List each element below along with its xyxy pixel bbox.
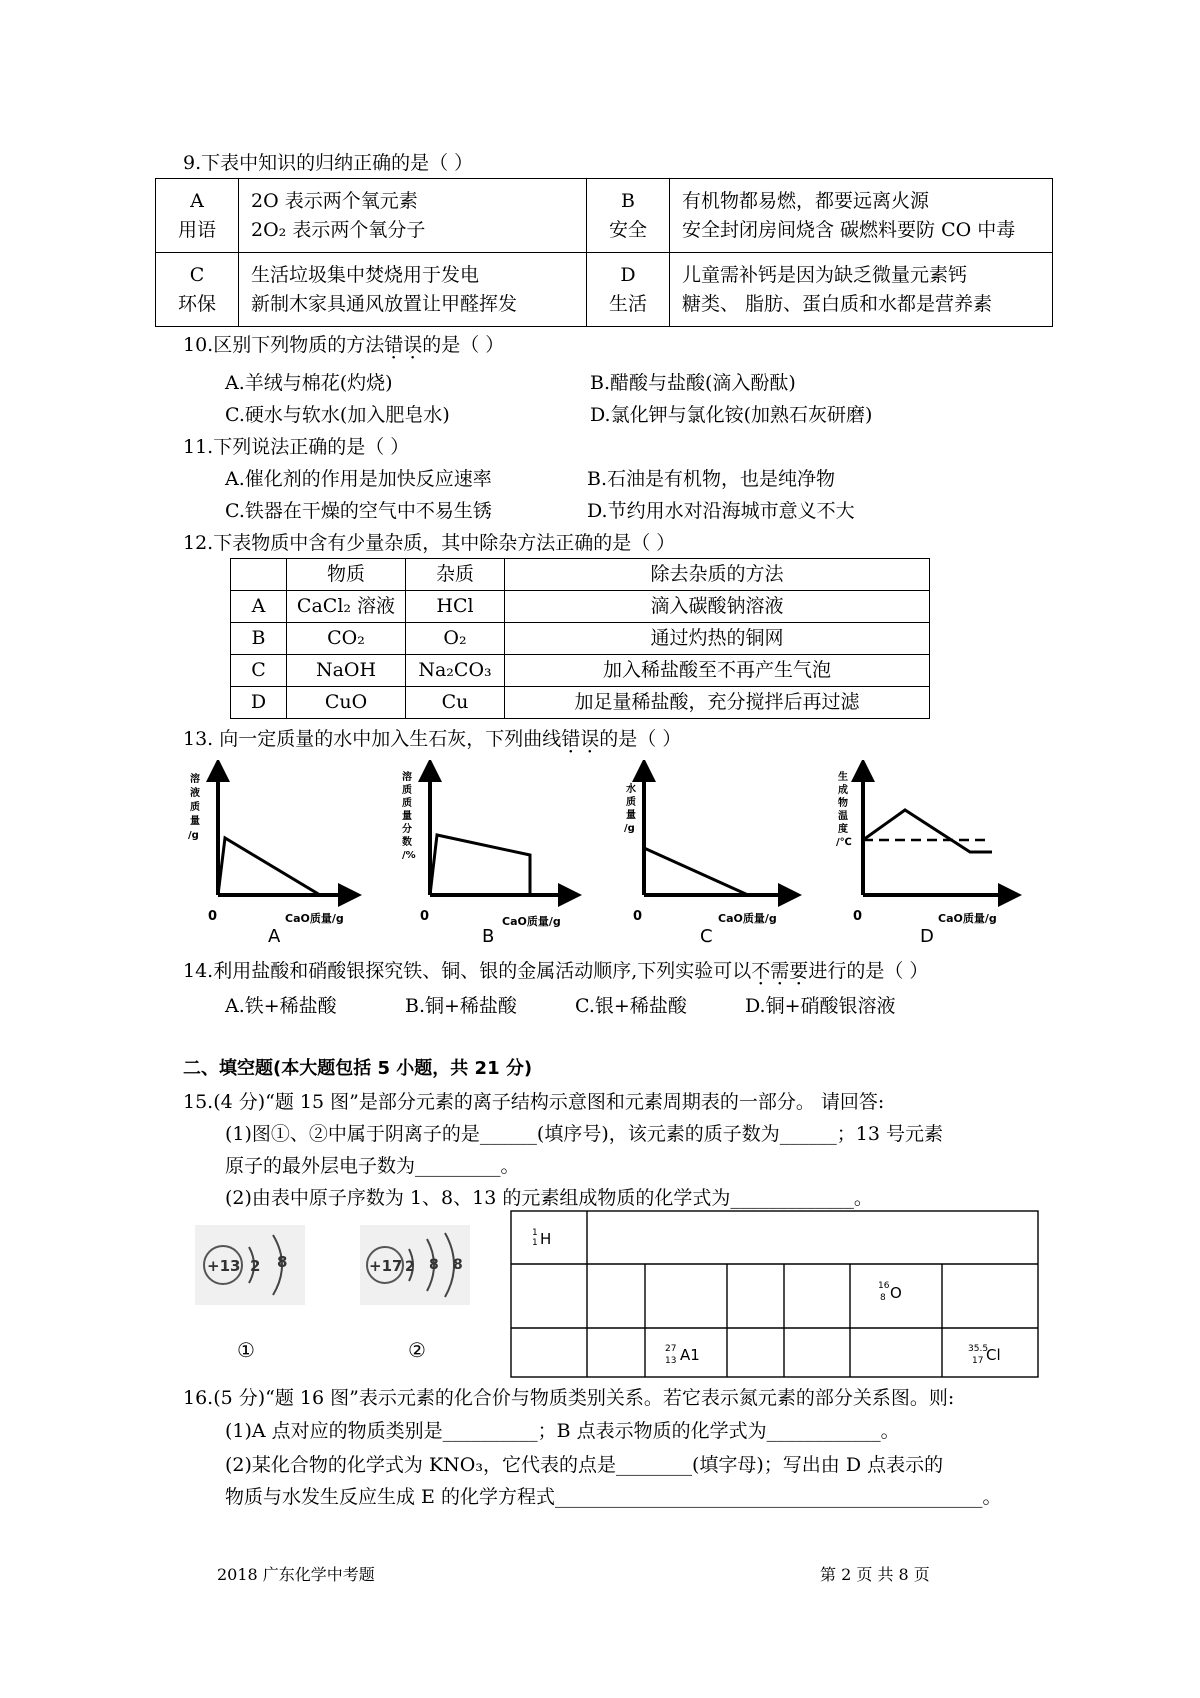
svg-text:8: 8 — [453, 1257, 463, 1273]
q9-cell-a-label: A 用语 — [156, 179, 239, 253]
q10-option-d: D.氯化钾与氯化铵(加熟石灰研磨) — [590, 404, 873, 426]
svg-text:8: 8 — [429, 1257, 439, 1273]
q12-header-row: 物质 杂质 除去杂质的方法 — [231, 559, 930, 591]
graph-origin: 0 — [853, 909, 863, 924]
q9-cell-c-text: 生活垃圾集中焚烧用于发电 新制木家具通风放置让甲醛挥发 — [239, 253, 587, 327]
q16-part2a: (2)某化合物的化学式为 KNO₃，它代表的点是________(填字母)；写出由 D 点表示的 — [225, 1454, 944, 1476]
svg-text:8: 8 — [880, 1293, 886, 1303]
q13-graph-c — [624, 770, 790, 947]
graph-xlabel: CaO质量/g — [938, 912, 997, 925]
ion-label-1: ① — [237, 1338, 255, 1362]
q14-option-b: B.铜+稀盐酸 — [405, 995, 517, 1017]
graph-letter: B — [482, 926, 495, 947]
element-cl — [968, 1344, 1001, 1366]
q11-option-a: A.催化剂的作用是加快反应速率 — [225, 468, 492, 490]
graph-origin: 0 — [420, 909, 430, 924]
ion-diagram-2 — [360, 1225, 470, 1362]
q9-table — [155, 178, 1053, 327]
ion-label-2: ② — [408, 1338, 426, 1362]
q9-cell-c-label: C 环保 — [156, 253, 239, 327]
table-row: C NaOH Na₂CO₃ 加入稀盐酸至不再产生气泡 — [231, 655, 930, 687]
element-al — [665, 1344, 700, 1366]
footer-title: 2018 广东化学中考题 — [217, 1565, 375, 1584]
q15-part1b: 原子的最外层电子数为_________。 — [225, 1155, 520, 1177]
graph-xlabel: CaO质量/g — [502, 915, 561, 928]
ion-diagram-1 — [195, 1225, 305, 1362]
graph-ylabel: 生成物温度/℃ — [836, 772, 852, 848]
q14-option-a: A.铁+稀盐酸 — [225, 995, 337, 1017]
graph-xlabel: CaO质量/g — [718, 912, 777, 925]
svg-text:H: H — [540, 1230, 552, 1248]
q12-stem: 12.下表物质中含有少量杂质，其中除杂方法正确的是（ ） — [183, 532, 676, 554]
q13-graph-a — [188, 770, 350, 947]
q11-option-b: B.石油是有机物，也是纯净物 — [587, 468, 836, 490]
q15-stem: 15.(4 分)“题 15 图”是部分元素的离子结构示意图和元素周期表的一部分。 请回答: — [183, 1091, 885, 1113]
q14-stem: 14.利用盐酸和硝酸银探究铁、铜、银的金属活动顺序,下列实验可以不需要进行的是（ ） — [183, 960, 929, 982]
q9-cell-a-text: 2O 表示两个氧元素 2O₂ 表示两个氧分子 — [239, 179, 587, 253]
q9-cell-b-text: 有机物都易燃，都要远离火源 安全封闭房间烧含 碳燃料要防 CO 中毒 — [670, 179, 1053, 253]
svg-text:O: O — [890, 1284, 902, 1302]
graph-ylabel: 溶质质量分数/% — [402, 772, 416, 861]
svg-text:A1: A1 — [680, 1346, 700, 1364]
graph-origin: 0 — [633, 909, 643, 924]
q13-graph-b — [402, 770, 570, 947]
q16-part1: (1)A 点对应的物质类别是__________；B 点表示物质的化学式为____________。 — [225, 1420, 900, 1442]
section-title: 二、填空题(本大题包括 5 小题，共 21 分) — [183, 1058, 533, 1079]
q13-graphs — [180, 760, 1080, 950]
graph-xlabel: CaO质量/g — [285, 912, 344, 925]
q11-option-d: D.节约用水对沿海城市意义不大 — [587, 500, 855, 522]
q14-option-c: C.银+稀盐酸 — [575, 995, 687, 1017]
graph-letter: C — [700, 926, 713, 947]
q9-cell-b-label: B 安全 — [587, 179, 670, 253]
table-row: D CuO Cu 加足量稀盐酸，充分搅拌后再过滤 — [231, 687, 930, 719]
svg-text:+17: +17 — [369, 1257, 403, 1275]
svg-text:27: 27 — [665, 1344, 677, 1354]
graph-ylabel: 水质量/g — [624, 784, 636, 834]
periodic-table — [510, 1210, 1040, 1380]
q11-stem: 11.下列说法正确的是（ ） — [183, 436, 410, 458]
q9-cell-d-text: 儿童需补钙是因为缺乏微量元素钙 糖类、 脂肪、蛋白质和水都是营养素 — [670, 253, 1053, 327]
q11-option-c: C.铁器在干燥的空气中不易生锈 — [225, 500, 492, 522]
q13-graph-d — [836, 770, 1010, 947]
svg-text:35.5: 35.5 — [968, 1344, 989, 1354]
q9-cell-d-label: D 生活 — [587, 253, 670, 327]
svg-text:1: 1 — [532, 1238, 538, 1248]
q15-part2: (2)由表中原子序数为 1、8、13 的元素组成物质的化学式为_____________。 — [225, 1187, 873, 1209]
svg-text:1: 1 — [532, 1228, 538, 1238]
element-h — [532, 1228, 551, 1248]
q10-stem: 10.区别下列物质的方法错误的是（ ） — [183, 334, 505, 356]
q10-option-b: B.醋酸与盐酸(滴入酚酞) — [590, 372, 796, 394]
table-row: B CO₂ O₂ 通过灼热的铜网 — [231, 623, 930, 655]
graph-ylabel: 溶液质量/g — [188, 774, 200, 841]
q9-stem: 9.下表中知识的归纳正确的是（ ） — [183, 152, 474, 174]
svg-text:8: 8 — [277, 1253, 288, 1271]
svg-text:13: 13 — [665, 1356, 677, 1366]
svg-text:+13: +13 — [207, 1257, 241, 1275]
graph-letter: D — [920, 926, 934, 947]
svg-text:16: 16 — [878, 1281, 890, 1291]
svg-text:2: 2 — [250, 1257, 261, 1275]
table-row: A CaCl₂ 溶液 HCl 滴入碳酸钠溶液 — [231, 591, 930, 623]
q10-option-a: A.羊绒与棉花(灼烧) — [225, 372, 393, 394]
q14-option-d: D.铜+硝酸银溶液 — [745, 995, 896, 1017]
q16-part2b: 物质与水发生反应生成 E 的化学方程式_____________________________________________。 — [225, 1486, 1002, 1508]
q15-part1a: (1)图①、②中属于阴离子的是______(填序号)，该元素的质子数为______；13 号元素 — [225, 1123, 943, 1145]
element-o — [878, 1281, 902, 1303]
page-number: 第 2 页 共 8 页 — [820, 1565, 930, 1584]
ion-diagrams — [195, 1225, 475, 1375]
q16-stem: 16.(5 分)“题 16 图”表示元素的化合价与物质类别关系。若它表示氮元素的部分关系图。则: — [183, 1387, 955, 1409]
svg-text:17: 17 — [972, 1356, 984, 1366]
graph-origin: 0 — [208, 909, 218, 924]
q12-table — [230, 558, 930, 719]
graph-letter: A — [268, 926, 281, 947]
svg-text:2: 2 — [405, 1259, 415, 1275]
q13-stem: 13. 向一定质量的水中加入生石灰，下列曲线错误的是（ ） — [183, 728, 682, 750]
svg-text:Cl: Cl — [986, 1346, 1001, 1364]
q10-option-c: C.硬水与软水(加入肥皂水) — [225, 404, 450, 426]
